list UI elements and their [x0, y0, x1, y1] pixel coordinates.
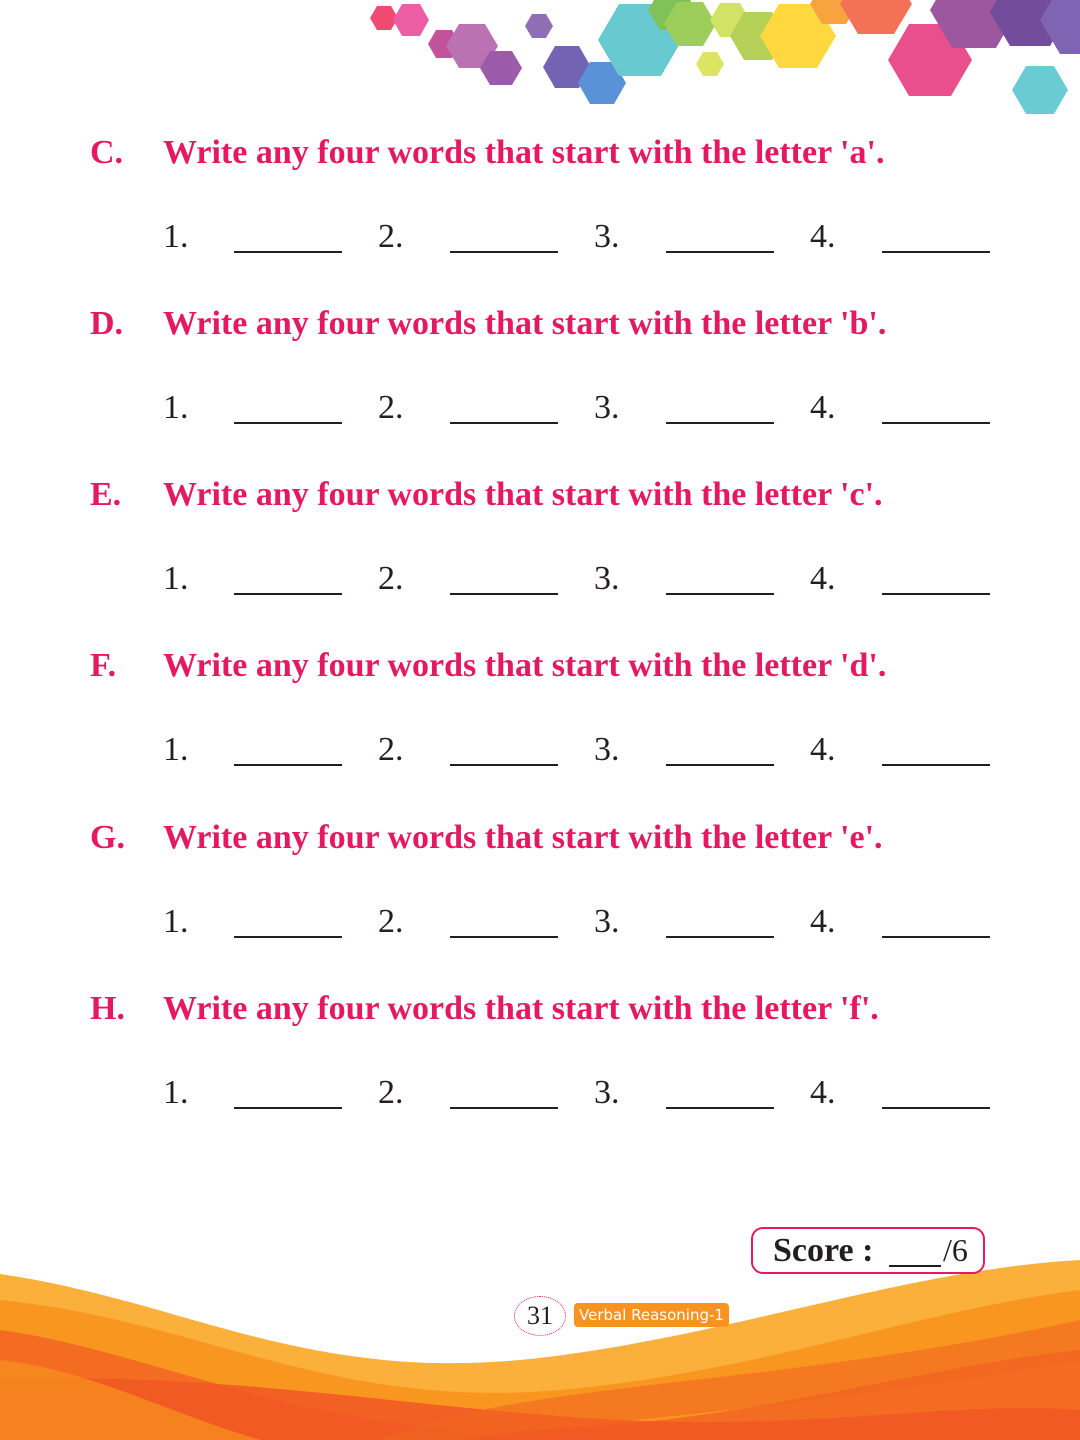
blank-number: 3. — [594, 560, 620, 597]
answer-blanks — [0, 728, 1080, 772]
answer-blank[interactable] — [234, 1107, 342, 1109]
blank-number: 4. — [810, 560, 836, 597]
answer-blank[interactable] — [450, 251, 558, 253]
question-letter: E. — [90, 476, 122, 513]
question-letter: H. — [90, 990, 125, 1027]
blank-number: 3. — [594, 389, 620, 426]
blank-number: 4. — [810, 389, 836, 426]
blank-number: 1. — [163, 1074, 189, 1111]
score-box — [751, 1227, 985, 1274]
blank-number: 2. — [378, 1074, 404, 1111]
answer-blank[interactable] — [882, 422, 990, 424]
answer-blanks — [0, 215, 1080, 259]
answer-blank[interactable] — [882, 251, 990, 253]
answer-blanks — [0, 386, 1080, 430]
score-total: /6 — [943, 1232, 968, 1268]
answer-blank[interactable] — [450, 1107, 558, 1109]
answer-blank[interactable] — [234, 936, 342, 938]
question-prompt: Write any four words that start with the letter 'c'. — [163, 476, 883, 513]
answer-blank[interactable] — [666, 422, 774, 424]
question-prompt: Write any four words that start with the letter 'e'. — [163, 819, 883, 856]
blank-number: 1. — [163, 731, 189, 768]
book-title-tag: Verbal Reasoning-1 — [574, 1303, 729, 1327]
answer-blank[interactable] — [450, 593, 558, 595]
answer-blank[interactable] — [666, 251, 774, 253]
answer-blank[interactable] — [882, 1107, 990, 1109]
blank-number: 1. — [163, 389, 189, 426]
answer-blank[interactable] — [450, 422, 558, 424]
blank-number: 3. — [594, 731, 620, 768]
blank-number: 4. — [810, 218, 836, 255]
blank-number: 2. — [378, 218, 404, 255]
answer-blank[interactable] — [450, 764, 558, 766]
blank-number: 2. — [378, 731, 404, 768]
answer-blanks — [0, 900, 1080, 944]
answer-blank[interactable] — [882, 936, 990, 938]
answer-blank[interactable] — [450, 936, 558, 938]
blank-number: 3. — [594, 218, 620, 255]
answer-blanks — [0, 1071, 1080, 1115]
answer-blank[interactable] — [666, 764, 774, 766]
wave-decoration — [0, 1260, 1080, 1440]
answer-blank[interactable] — [882, 593, 990, 595]
question-letter: C. — [90, 134, 124, 171]
score-blank[interactable] — [889, 1265, 941, 1267]
answer-blanks — [0, 557, 1080, 601]
page-number: 31 — [514, 1296, 566, 1336]
answer-blank[interactable] — [882, 764, 990, 766]
blank-number: 4. — [810, 903, 836, 940]
blank-number: 4. — [810, 731, 836, 768]
hexagon-decoration — [0, 0, 1080, 130]
blank-number: 1. — [163, 903, 189, 940]
blank-number: 1. — [163, 560, 189, 597]
question-prompt: Write any four words that start with the letter 'f'. — [163, 990, 879, 1027]
answer-blank[interactable] — [234, 764, 342, 766]
blank-number: 2. — [378, 560, 404, 597]
question-letter: G. — [90, 819, 125, 856]
answer-blank[interactable] — [666, 1107, 774, 1109]
blank-number: 2. — [378, 903, 404, 940]
question-prompt: Write any four words that start with the letter 'a'. — [163, 134, 885, 171]
answer-blank[interactable] — [234, 593, 342, 595]
blank-number: 2. — [378, 389, 404, 426]
answer-blank[interactable] — [666, 593, 774, 595]
question-prompt: Write any four words that start with the letter 'd'. — [163, 647, 887, 684]
blank-number: 4. — [810, 1074, 836, 1111]
answer-blank[interactable] — [666, 936, 774, 938]
blank-number: 1. — [163, 218, 189, 255]
question-letter: D. — [90, 305, 124, 342]
blank-number: 3. — [594, 1074, 620, 1111]
answer-blank[interactable] — [234, 422, 342, 424]
answer-blank[interactable] — [234, 251, 342, 253]
question-letter: F. — [90, 647, 117, 684]
blank-number: 3. — [594, 903, 620, 940]
question-prompt: Write any four words that start with the letter 'b'. — [163, 305, 887, 342]
score-label: Score : — [773, 1232, 874, 1269]
